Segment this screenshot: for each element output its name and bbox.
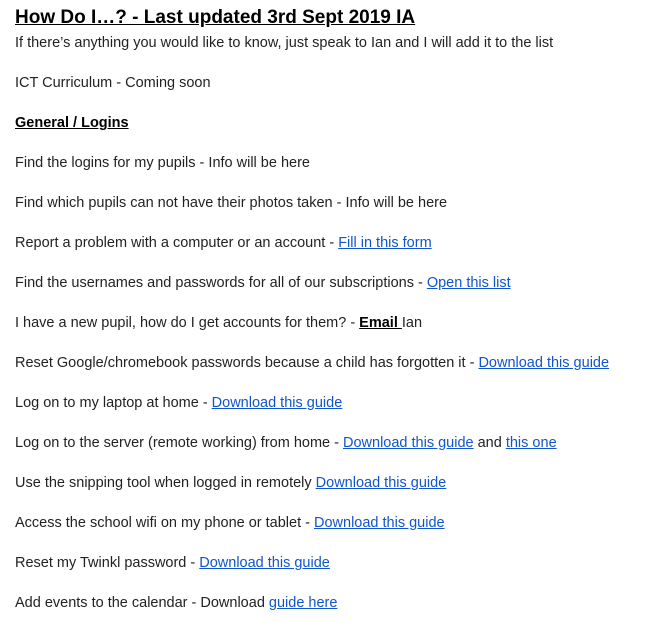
item-report-problem bbox=[15, 233, 432, 253]
item-text: Find the logins for my pupils - Info will be here bbox=[15, 155, 310, 171]
item-text: Access the school wifi on my phone or tablet - bbox=[15, 515, 315, 531]
section-heading-general-logins: General / Logins bbox=[15, 115, 129, 131]
item-find-pupil-logins bbox=[15, 153, 310, 173]
download-guide-link[interactable]: Download this guide bbox=[343, 435, 474, 451]
download-guide-link[interactable]: Download this guide bbox=[478, 355, 610, 371]
this-one-link[interactable]: this one bbox=[505, 435, 557, 451]
item-text: Log on to my laptop at home - bbox=[15, 395, 212, 411]
item-text: Log on to the server (remote working) from home - bbox=[15, 435, 343, 451]
item-text: Find which pupils can not have their photos taken - Info will be here bbox=[15, 195, 448, 211]
item-find-photo-restrictions bbox=[15, 193, 447, 213]
item-text: I have a new pupil, how do I get accounts for them? - bbox=[15, 315, 360, 331]
download-guide-link[interactable]: Download this guide bbox=[199, 555, 330, 571]
item-text: Find the usernames and passwords for all of our subscriptions - bbox=[15, 275, 427, 291]
item-calendar-events bbox=[15, 593, 337, 613]
item-text-mid: and bbox=[473, 435, 506, 451]
item-snipping-tool bbox=[15, 473, 446, 493]
item-text: Reset my Twinkl password - bbox=[15, 555, 200, 571]
item-new-pupil-accounts bbox=[15, 313, 422, 333]
download-guide-link[interactable]: Download this guide bbox=[211, 395, 343, 411]
intro-text: If there’s anything you would like to know, just speak to Ian and I will add it to the list bbox=[15, 35, 554, 51]
download-guide-link[interactable]: Download this guide bbox=[314, 515, 445, 531]
fill-in-form-link[interactable]: Fill in this form bbox=[338, 235, 432, 251]
item-server-remote-logon bbox=[15, 433, 557, 453]
item-text: Add events to the calendar - Download bbox=[15, 595, 269, 611]
page-title: How Do I…? - Last updated 3rd Sept 2019 IA bbox=[15, 7, 416, 28]
item-text: Report a problem with a computer or an account - bbox=[15, 235, 339, 251]
item-twinkl-password bbox=[15, 553, 330, 573]
ict-curriculum-text: ICT Curriculum - Coming soon bbox=[15, 75, 211, 91]
open-list-link[interactable]: Open this list bbox=[426, 275, 511, 291]
download-guide-link[interactable]: Download this guide bbox=[315, 475, 447, 491]
guide-here-link[interactable]: guide here bbox=[268, 595, 338, 611]
item-text: Use the snipping tool when logged in remotely bbox=[15, 475, 316, 491]
email-link[interactable]: Email bbox=[359, 315, 402, 331]
item-reset-google-password bbox=[15, 353, 609, 373]
item-subscription-passwords bbox=[15, 273, 511, 293]
item-school-wifi bbox=[15, 513, 445, 533]
item-laptop-logon bbox=[15, 393, 342, 413]
item-text-after: Ian bbox=[401, 315, 423, 331]
item-text: Reset Google/chromebook passwords because a child has forgotten it - bbox=[15, 355, 479, 371]
